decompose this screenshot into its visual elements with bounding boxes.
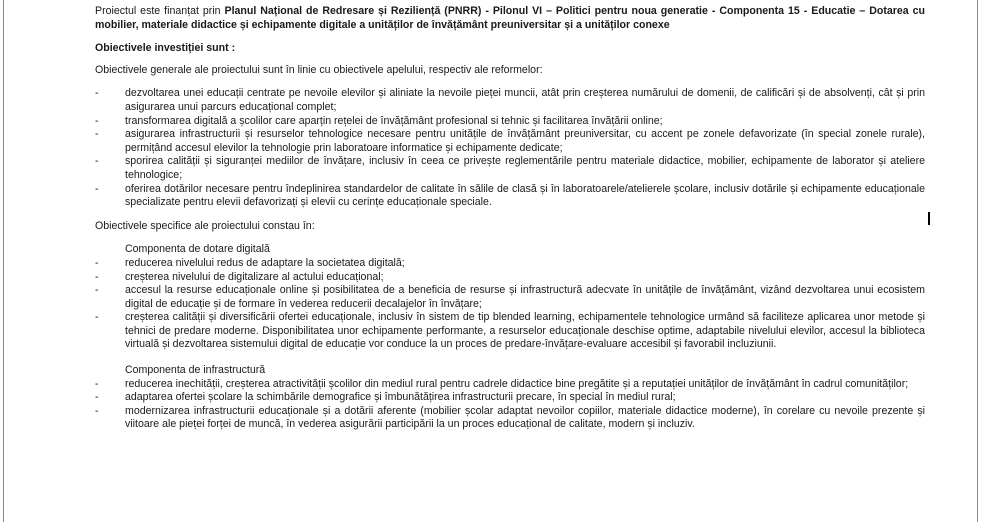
list-item: - creșterea nivelului de digitalizare al actului educațional; <box>95 270 384 283</box>
dash: - <box>95 155 99 168</box>
digital-component-title: Componenta de dotare digitală <box>125 243 270 256</box>
list-item: - reducerea inechității, creșterea atractivității școlilor din mediul rural pentru cadrele didactice bine pregătite și a reputației unităților de învățământ în cadrul comunităților; <box>95 377 909 390</box>
dash: - <box>95 256 99 269</box>
general-objectives-intro: Obiectivele generale ale proiectului sunt în linie cu obiectivele apelului, respectiv ale reformelor: <box>95 63 543 76</box>
specific-objectives-intro: Obiectivele specifice ale proiectului constau în: <box>95 219 315 232</box>
page-border-left <box>3 0 4 522</box>
list-item: - oferirea dotărilor necesare pentru îndeplinirea standardelor de calitate în sălile de clasă și în laboratoarele/atelierele școlare, inclusiv dotările și echipamente educaționale specializate pentru elevii defavorizați și elevii cu cerințe educaționale speciale. <box>95 182 925 209</box>
list-item: - creșterea calității și diversificării ofertei educaționale, inclusiv în sistem de tip blended learning, echipamentele tehnologice urmând să faciliteze aplicarea unor metode și tehnici de predare moderne. Disponibilitatea unor echipamente performante, a resurselor educaționale deschise optime, adaptabile nivelului elevilor, accesul la biblioteca virtuală și dezvoltarea sistemului digital de educație vor conduce la un proces de predare-învățare-evaluare accesibil și favorabil incluziunii. <box>95 311 925 351</box>
list-item: - adaptarea ofertei școlare la schimbările demografice și îmbunătățirea infrastructurii precare, în special în mediul rural; <box>95 391 676 404</box>
list-item: - accesul la resurse educaționale online și posibilitatea de a beneficia de resurse și infrastructură adecvate în unitățile de învățământ, vizând dezvoltarea unui ecosistem digital de educație și de formare în vederea reducerii decalajelor în învățare; <box>95 284 925 310</box>
digital-objectives-list <box>95 257 925 352</box>
dash: - <box>95 311 99 324</box>
dash: - <box>95 404 99 417</box>
general-objectives-list <box>95 87 925 209</box>
page-border-right <box>977 0 978 522</box>
list-item: - sporirea calității și siguranței mediilor de învățare, inclusiv în ceea ce privește reglementările pentru materiale didactice, mobilier, echipamente de laborator și ateliere tehnologice; <box>95 155 925 181</box>
document-body[interactable] <box>95 5 925 442</box>
dash: - <box>95 128 99 141</box>
dash: - <box>95 182 99 195</box>
dash: - <box>95 87 99 100</box>
dash: - <box>95 284 99 297</box>
investment-objectives-heading: Obiectivele investiției sunt : <box>95 42 236 55</box>
list-item: - asigurarea infrastructurii și resurselor tehnologice necesare pentru unitățile de învățământ preuniversitar, cu accent pe zonele defavorizate (în special zonele rurale), permițând accesul elevilor la tehnologie prin laboratoare informatice și echipamente dedicate; <box>95 128 925 154</box>
dash: - <box>95 377 99 390</box>
dash: - <box>95 270 99 283</box>
dash: - <box>95 114 99 127</box>
infrastructure-component-title: Componenta de infrastructură <box>125 364 266 377</box>
dash: - <box>95 391 99 404</box>
list-item: - reducerea nivelului redus de adaptare la societatea digitală; <box>95 256 405 269</box>
infrastructure-objectives-list <box>95 378 925 432</box>
list-item: - modernizarea infrastructurii educaționale și a dotării aferente (mobilier școlar adaptat nevoilor copiilor, materiale didactice moderne), în corelare cu nevoile prezente și viitoare ale pieței forței de muncă, în vederea asigurării participării la un proces educațional de calitate, modern și incluziv. <box>95 404 925 431</box>
list-item: - dezvoltarea unei educații centrate pe nevoile elevilor și aliniate la nevoile pieței muncii, atât prin creșterea numărului de domenii, de calificări și de absolvenți, cât și prin asigurarea unui parcurs educațional complet; <box>95 87 925 113</box>
list-item: - transformarea digitală a școlilor care aparțin rețelei de învățământ profesional si tehnic și facilitarea învățării online; <box>95 114 663 127</box>
funding-paragraph: Proiectul este finanțat prin Planul Național de Redresare și Reziliență (PNRR) - Pilonul VI – Politici pentru noua generatie - Componenta 15 - Educatie – Dotarea cu mobilier, materiale didactice și echipamente digitale a unităților de învățământ preuniversitar și a unităților conexe <box>95 5 925 31</box>
text-cursor <box>928 212 930 225</box>
